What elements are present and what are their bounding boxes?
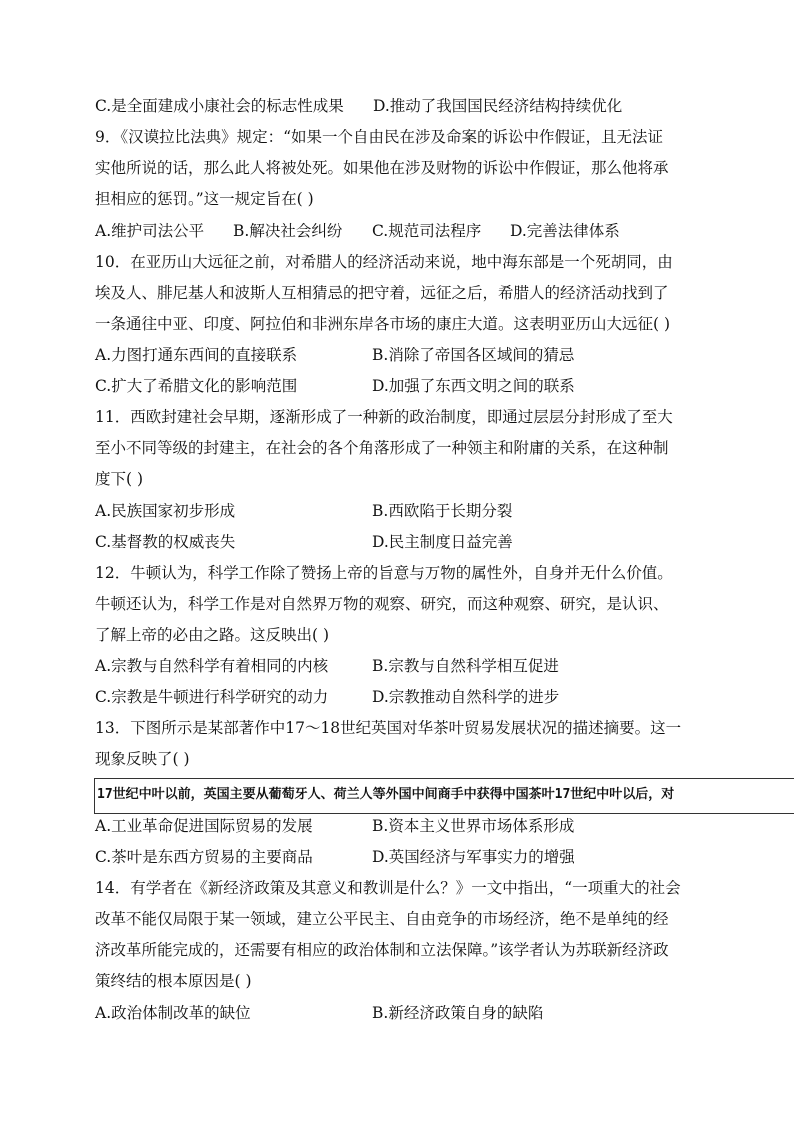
q13-option-c: C.茶叶是东西方贸易的主要商品 — [95, 848, 313, 866]
q12-stem-line-2: 牛顿还认为，科学工作是对自然界万物的观察、研究，而这种观察、研究，是认识、 — [95, 595, 669, 613]
q9-option-c: C.规范司法程序 — [372, 222, 482, 240]
q13-option-b: B.资本主义世界市场体系形成 — [372, 817, 575, 835]
q14-stem-line-2: 改革不能仅局限于某一领域，建立公平民主、自由竞争的市场经济，绝不是单纯的经 — [95, 910, 669, 928]
q10-option-d: D.加强了东西文明之间的联系 — [372, 377, 575, 395]
q9-option-b: B.解决社会纠纷 — [233, 222, 343, 240]
q14-stem-line-4: 策终结的根本原因是( ) — [95, 972, 252, 990]
q10-stem-line-3: 一条通往中亚、印度、阿拉伯和非洲东岸各市场的康庄大道。这表明亚历山大远征( ) — [95, 315, 671, 333]
q14-option-a: A.政治体制改革的缺位 — [95, 1004, 251, 1022]
q12-stem-line-3: 了解上帝的必由之路。这反映出( ) — [95, 626, 330, 644]
q8-option-c: C.是全面建成小康社会的标志性成果 — [95, 97, 344, 115]
q10-option-b: B.消除了帝国各区域间的猜忌 — [372, 346, 575, 364]
q9-option-d: D.完善法律体系 — [510, 222, 620, 240]
q10-stem-line-2: 埃及人、腓尼基人和波斯人互相猜忌的把守着，远征之后，希腊人的经济活动找到了 — [95, 284, 669, 302]
q12-option-c: C.宗教是牛顿进行科学研究的动力 — [95, 688, 329, 706]
q14-stem-line-1: 14．有学者在《新经济政策及其意义和教训是什么？》一文中指出，“一项重大的社会 — [95, 879, 681, 897]
q10-stem-line-1: 10．在亚历山大远征之前，对希腊人的经济活动来说，地中海东部是一个死胡同，由 — [95, 253, 673, 271]
q13-excerpt-box — [94, 778, 794, 814]
q12-option-d: D.宗教推动自然科学的进步 — [372, 688, 560, 706]
q9-option-a: A.维护司法公平 — [95, 222, 205, 240]
q11-stem-line-3: 度下( ) — [95, 470, 144, 488]
q9-stem-line-1: 9．《汉谟拉比法典》规定：“如果一个自由民在涉及命案的诉讼中作假证，且无法证 — [95, 128, 664, 146]
q11-stem-line-2: 至小不同等级的封建主，在社会的各个角落形成了一种领主和附庸的关系，在这种制 — [95, 439, 669, 457]
q11-option-d: D.民主制度日益完善 — [372, 533, 513, 551]
q14-option-b: B.新经济政策自身的缺陷 — [372, 1004, 544, 1022]
q11-option-b: B.西欧陷于长期分裂 — [372, 502, 513, 520]
q13-option-a: A.工业革命促进国际贸易的发展 — [95, 817, 313, 835]
q9-stem-line-2: 实他所说的话，那么此人将被处死。如果他在涉及财物的诉讼中作假证，那么他将承 — [95, 159, 669, 177]
q13-excerpt-text: 17世纪中叶以前，英国主要从葡萄牙人、荷兰人等外国中间商手中获得中国茶叶17世纪中叶以后，对 — [97, 787, 675, 802]
q11-option-a: A.民族国家初步形成 — [95, 502, 236, 520]
q12-stem-line-1: 12．牛顿认为，科学工作除了赞扬上帝的旨意与万物的属性外，自身并无什么价值。 — [95, 564, 673, 582]
q13-stem-line-1: 13．下图所示是某部著作中17～18世纪英国对华茶叶贸易发展状况的描述摘要。这一 — [95, 719, 682, 737]
q11-stem-line-1: 11．西欧封建社会早期，逐渐形成了一种新的政治制度，即通过层层分封形成了至大 — [95, 408, 673, 426]
q12-option-a: A.宗教与自然科学有着相同的内核 — [95, 657, 329, 675]
q12-option-b: B.宗教与自然科学相互促进 — [372, 657, 559, 675]
q13-stem-line-2: 现象反映了( ) — [95, 750, 190, 768]
q9-stem-line-3: 担相应的惩罚。”这一规定旨在( ) — [95, 190, 314, 208]
q13-option-d: D.英国经济与军事实力的增强 — [372, 848, 575, 866]
q10-option-c: C.扩大了希腊文化的影响范围 — [95, 377, 298, 395]
q11-option-c: C.基督教的权威丧失 — [95, 533, 236, 551]
q8-option-d: D.推动了我国国民经济结构持续优化 — [373, 97, 623, 115]
q10-option-a: A.力图打通东西间的直接联系 — [95, 346, 298, 364]
q14-stem-line-3: 济改革所能完成的，还需要有相应的政治体制和立法保障。”该学者认为苏联新经济政 — [95, 941, 669, 959]
